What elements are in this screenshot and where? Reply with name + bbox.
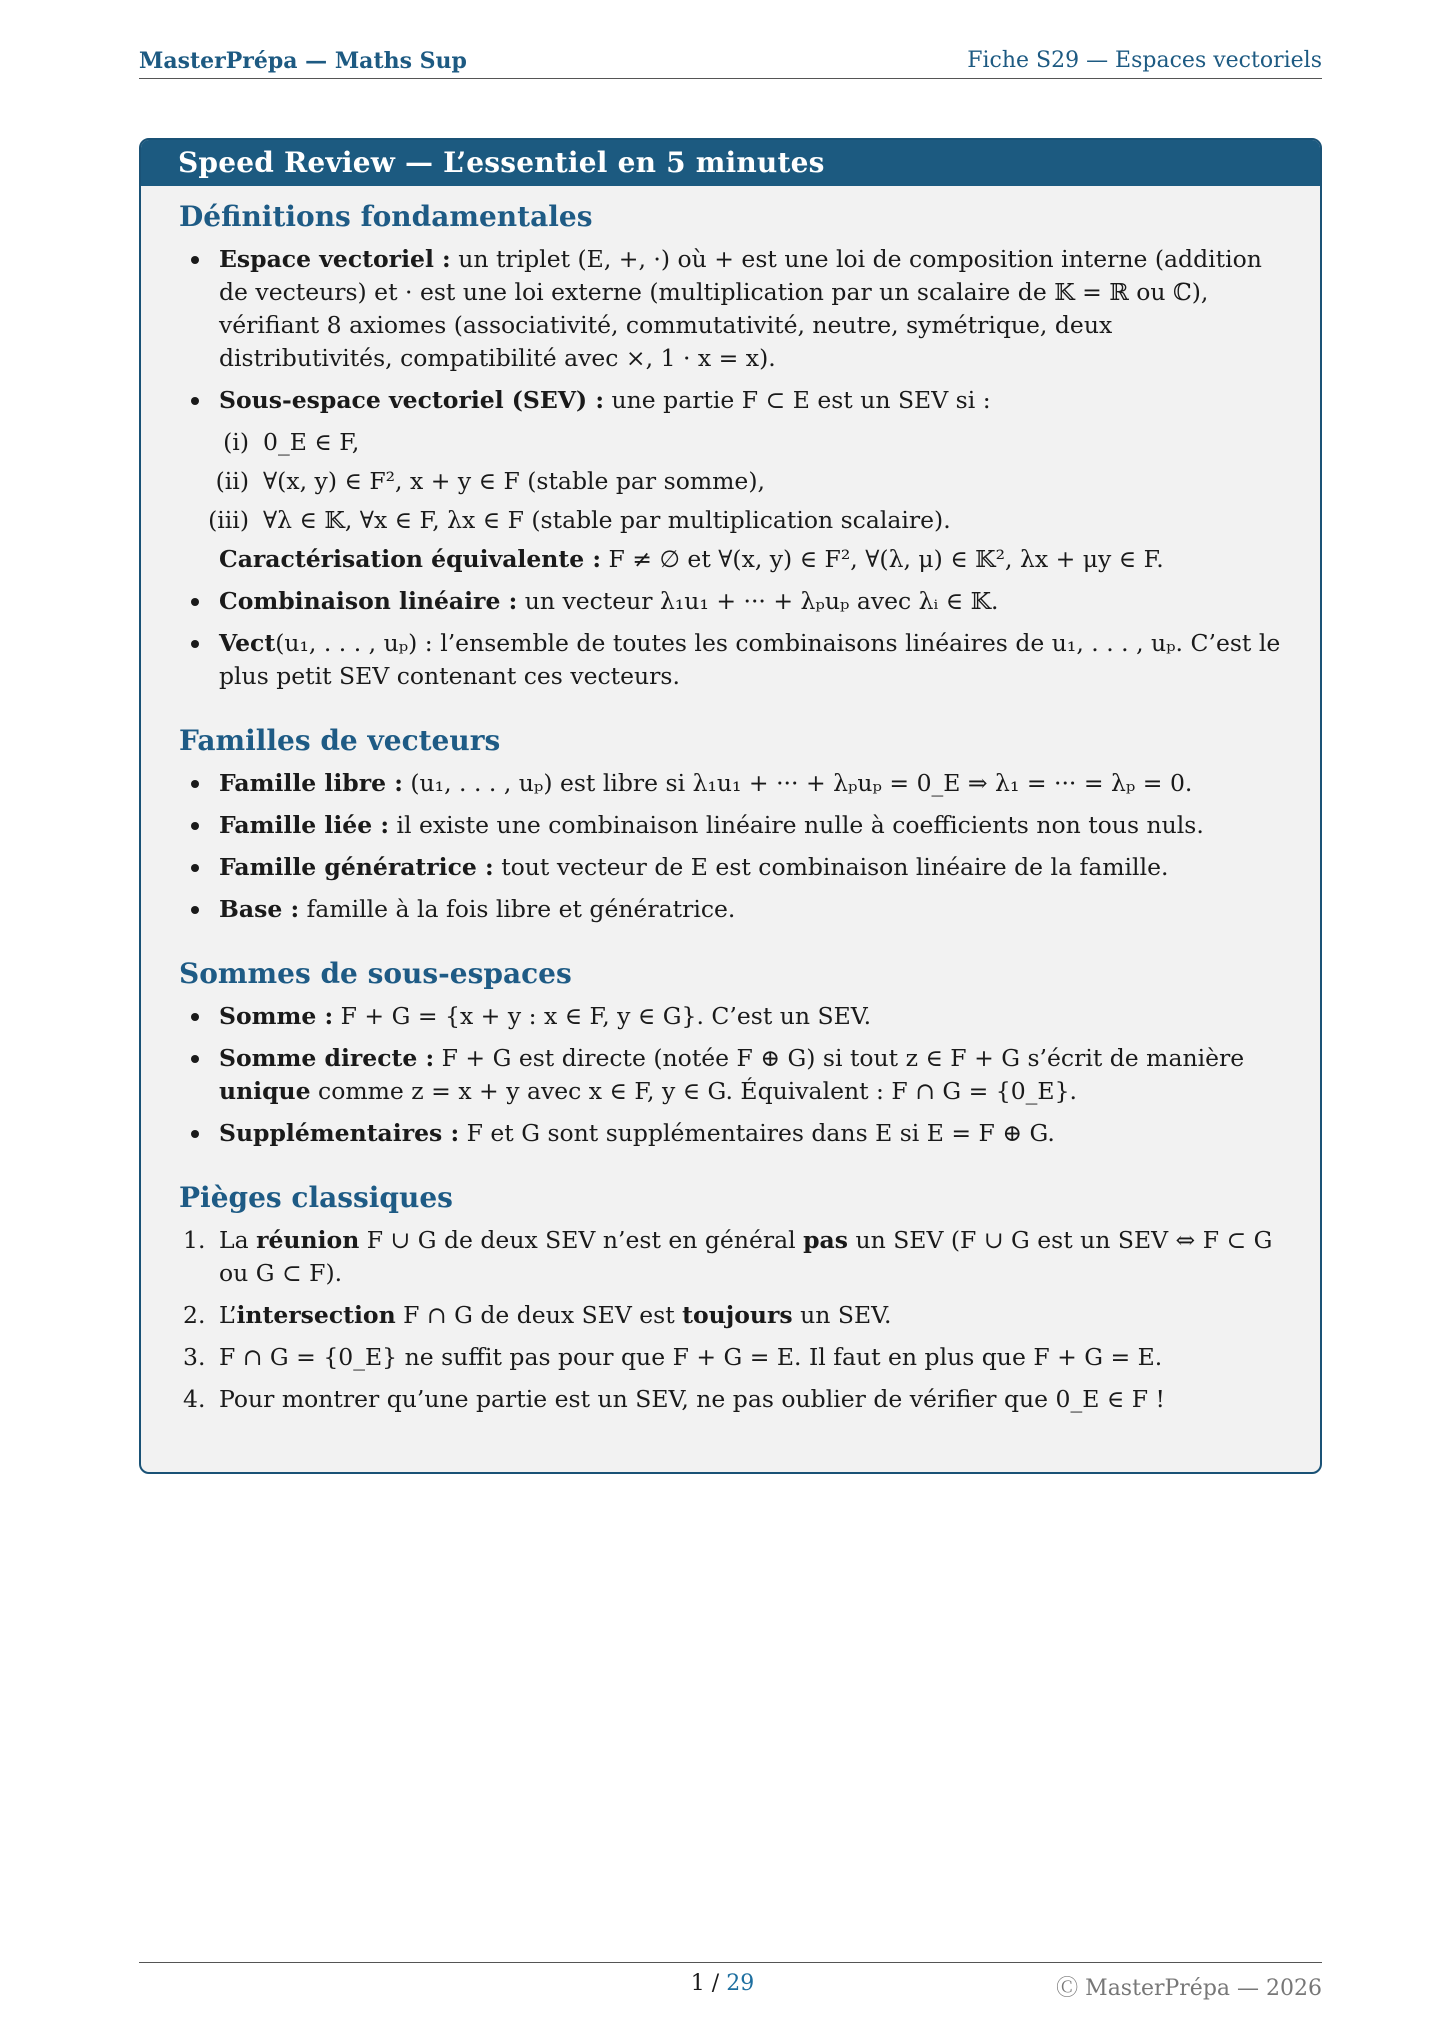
footer-rule bbox=[139, 1962, 1322, 1963]
term-text: (u₁, . . . , uₚ) est libre si λ₁u₁ + ··· + λₚuₚ = 0_E ⇒ λ₁ = ··· = λₚ = 0. bbox=[402, 769, 1193, 797]
term-text: il existe une combinaison linéaire nulle à coefficients non tous nuls. bbox=[389, 811, 1204, 839]
list-item bbox=[179, 1042, 1284, 1108]
list-item bbox=[179, 1000, 1284, 1033]
item-text: Pour montrer qu’une partie est un SEV, ne pas oublier de vérifier que 0_E ∈ F ! bbox=[219, 1385, 1165, 1413]
item-number: 2. bbox=[183, 1301, 206, 1329]
section-title-definitions: Définitions fondamentales bbox=[179, 200, 593, 233]
list-item bbox=[179, 243, 1284, 375]
term-text: une partie F ⊂ E est un SEV si : bbox=[604, 386, 991, 414]
header-sheet-title: Fiche S29 — Espaces vectoriels bbox=[967, 48, 1322, 73]
sev-condition bbox=[179, 465, 1284, 498]
emphasis: intersection bbox=[236, 1301, 396, 1329]
emphasis: unique bbox=[219, 1077, 311, 1105]
term-label: Base : bbox=[219, 895, 300, 923]
sev-condition bbox=[179, 504, 1284, 537]
list-item bbox=[179, 893, 1284, 926]
box-title: Speed Review — L’essentiel en 5 minutes bbox=[141, 140, 1320, 186]
term-text: F et G sont supplémentaires dans E si E = F ⊕ G. bbox=[459, 1119, 1055, 1147]
term-label: Famille libre : bbox=[219, 769, 403, 797]
item-text: F ∩ G de deux SEV est bbox=[395, 1301, 683, 1329]
term-text: comme z = x + y avec x ∈ F, y ∈ G. Équivalent : F ∩ G = {0_E}. bbox=[310, 1077, 1077, 1105]
term-text: F ≠ ∅ et ∀(x, y) ∈ F², ∀(λ, μ) ∈ 𝕂², λx + μy ∈ F. bbox=[601, 545, 1164, 573]
sev-condition bbox=[179, 426, 1284, 459]
roman-numeral: (iii) bbox=[208, 506, 249, 534]
list-item bbox=[179, 809, 1284, 842]
term-label: Vect bbox=[219, 629, 276, 657]
list-item bbox=[179, 1117, 1284, 1150]
condition-text: ∀(x, y) ∈ F², x + y ∈ F (stable par somme), bbox=[263, 467, 765, 495]
familles-list bbox=[179, 767, 1284, 926]
emphasis: réunion bbox=[256, 1226, 360, 1254]
list-item bbox=[179, 1341, 1284, 1374]
list-item bbox=[179, 1299, 1284, 1332]
page-header bbox=[139, 46, 1322, 79]
condition-text: 0_E ∈ F, bbox=[263, 428, 360, 456]
term-label: Famille génératrice : bbox=[219, 853, 494, 881]
section-title-pieges: Pièges classiques bbox=[179, 1181, 453, 1214]
list-item bbox=[179, 1383, 1284, 1416]
item-text: F ∩ G = {0_E} ne suffit pas pour que F + G = E. Il faut en plus que F + G = E. bbox=[219, 1343, 1163, 1371]
list-item bbox=[179, 767, 1284, 800]
condition-text: ∀λ ∈ 𝕂, ∀x ∈ F, λx ∈ F (stable par multiplication scalaire). bbox=[263, 506, 951, 534]
section-title-familles: Familles de vecteurs bbox=[179, 724, 501, 757]
term-label: Combinaison linéaire : bbox=[219, 587, 518, 615]
list-item bbox=[179, 851, 1284, 884]
current-page: 1 bbox=[690, 1971, 705, 1996]
total-pages[interactable]: 29 bbox=[726, 1971, 755, 1996]
term-label: Famille liée : bbox=[219, 811, 390, 839]
item-number: 4. bbox=[183, 1385, 206, 1413]
item-text: L’ bbox=[219, 1301, 237, 1329]
term-text: l’ensemble de toutes les combinaisons linéaires de u₁, . . . , uₚ. C’est le plus petit SEV contenant ces vecteurs. bbox=[219, 629, 1281, 690]
emphasis: toujours bbox=[682, 1301, 793, 1329]
item-text: un SEV. bbox=[792, 1301, 892, 1329]
item-text: un SEV (F ∪ G est un SEV ⇔ F ⊂ G ou G ⊂ F). bbox=[219, 1226, 1273, 1287]
term-text: famille à la fois libre et génératrice. bbox=[299, 895, 736, 923]
roman-numeral: (ii) bbox=[215, 467, 249, 495]
emphasis: pas bbox=[803, 1226, 848, 1254]
item-number: 3. bbox=[183, 1343, 206, 1371]
list-item bbox=[179, 1224, 1284, 1290]
equivalent-characterization bbox=[179, 543, 1284, 576]
term-args: (u₁, . . . , uₚ) : bbox=[275, 629, 433, 657]
item-text: La bbox=[219, 1226, 257, 1254]
term-text: un vecteur λ₁u₁ + ··· + λₚuₚ avec λᵢ ∈ 𝕂. bbox=[517, 587, 999, 615]
box-content bbox=[141, 186, 1320, 1416]
header-course: MasterPrépa — Maths Sup bbox=[139, 48, 467, 74]
term-label: Somme directe : bbox=[219, 1044, 435, 1072]
item-number: 1. bbox=[183, 1226, 206, 1254]
list-item bbox=[179, 384, 1284, 417]
term-label: Somme : bbox=[219, 1002, 334, 1030]
list-item bbox=[179, 585, 1284, 618]
pieges-list bbox=[179, 1224, 1284, 1416]
item-text: F ∪ G de deux SEV n’est en général bbox=[359, 1226, 804, 1254]
term-label: Sous-espace vectoriel (SEV) : bbox=[219, 386, 605, 414]
section-title-sommes: Sommes de sous-espaces bbox=[179, 957, 572, 990]
roman-numeral: (i) bbox=[223, 428, 249, 456]
term-text: tout vecteur de E est combinaison linéaire de la famille. bbox=[493, 853, 1169, 881]
term-label: Espace vectoriel : bbox=[219, 245, 451, 273]
term-text: un triplet (E, +, ·) où + est une loi de composition interne (addition de vecteurs) et · est une loi externe (multiplication par un scalaire de 𝕂 = ℝ ou ℂ), vérifiant 8 axiomes (associativité, commutativité, neutre, symétrique, deux distributivités, compatibilité avec ×, 1 · x = x). bbox=[219, 245, 1262, 372]
definitions-list bbox=[179, 243, 1284, 417]
list-item bbox=[179, 627, 1284, 693]
term-label: Supplémentaires : bbox=[219, 1119, 460, 1147]
definitions-list-2 bbox=[179, 585, 1284, 693]
page-separator: / bbox=[704, 1971, 727, 1996]
speed-review-box bbox=[139, 138, 1322, 1474]
term-text: F + G est directe (notée F ⊕ G) si tout z ∈ F + G s’écrit de manière bbox=[434, 1044, 1245, 1072]
sommes-list bbox=[179, 1000, 1284, 1150]
copyright-notice: Ⓒ MasterPrépa — 2026 bbox=[1056, 1976, 1322, 2001]
term-label: Caractérisation équivalente : bbox=[219, 545, 602, 573]
term-text: F + G = {x + y : x ∈ F, y ∈ G}. C’est un SEV. bbox=[333, 1002, 872, 1030]
